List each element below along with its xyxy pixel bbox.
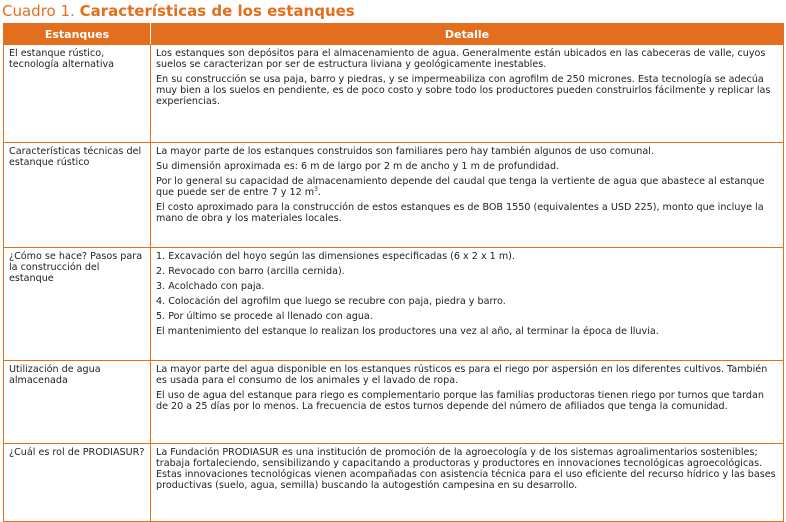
caption-title: Características de los estanques: [79, 2, 355, 20]
header-estanques: Estanques: [4, 24, 151, 45]
table-caption: [2, 2, 355, 20]
detail-paragraph: Su dimensión aproximada es: 6 m de largo por 2 m de ancho y 1 m de profundidad.: [156, 161, 560, 172]
table-row: [4, 143, 784, 248]
table-row: [4, 444, 784, 522]
row-detail: [151, 248, 784, 361]
row-label: ¿Cómo se hace? Pasos para la construcción del estanque: [4, 248, 151, 361]
row-detail: [151, 444, 784, 522]
table-row: [4, 45, 784, 143]
step-item: 2. Revocado con barro (arcilla cernida).: [156, 266, 345, 277]
header-detalle: Detalle: [151, 24, 784, 45]
table-header-row: [4, 24, 784, 45]
row-detail: [151, 45, 784, 143]
detail-text: Por lo general su capacidad de almacenamiento depende del caudal que tenga la vertiente de agua que abastece al estanque que puede ser de entre 7 y 12 m: [156, 176, 765, 198]
step-item: 5. Por último se procede al llenado con agua.: [156, 311, 373, 322]
characteristics-table: [3, 23, 784, 522]
detail-paragraph: La Fundación PRODIASUR es una institución de promoción de la agroecología y de los sistemas agroalimentarios sostenibles; trabaja fortaleciendo, sensibilizando y capacitando a productoras y productores en innovaciones tecnológicas agroecológicas. Estas innovaciones tecnológicas vienen acompañadas con asistencia técnica para el uso eficiente del recurso hídrico y las bases productivas (suelo, agua, semilla) buscando la autogestión campesina en su desarrollo.: [156, 447, 776, 491]
row-label: El estanque rústico, tecnología alternativa: [4, 45, 151, 143]
detail-paragraph: La mayor parte del agua disponible en los estanques rústicos es para el riego por aspersión en los diferentes cultivos. También es usada para el consumo de los animales y el lavado de ropa.: [156, 364, 768, 386]
unit-superscript: 3: [314, 185, 318, 193]
detail-paragraph: [156, 176, 778, 198]
table-row: [4, 248, 784, 361]
detail-paragraph: Los estanques son depósitos para el almacenamiento de agua. Generalmente están ubicados en las cabeceras de valle, cuyos suelos se caracterizan por ser de estructura liviana y geológicamente inestables.: [156, 48, 766, 70]
step-item: 4. Colocación del agrofilm que luego se recubre con paja, piedra y barro.: [156, 296, 506, 307]
detail-paragraph: En su construcción se usa paja, barro y piedras, y se impermeabiliza con agrofilm de 250 micrones. Esta tecnología se adecúa muy bien a los suelos en pendiente, es de poco costo y sobre todo los productores pueden construirlos fácilmente y replicar las experiencias.: [156, 74, 771, 107]
detail-paragraph: La mayor parte de los estanques construidos son familiares pero hay también algunos de uso comunal.: [156, 146, 654, 157]
row-label: Características técnicas del estanque rústico: [4, 143, 151, 248]
row-detail: [151, 361, 784, 444]
caption-number: Cuadro 1.: [2, 2, 75, 20]
detail-paragraph: El mantenimiento del estanque lo realizan los productores una vez al año, al terminar la época de lluvia.: [156, 326, 659, 337]
step-item: 1. Excavación del hoyo según las dimensiones especificadas (6 x 2 x 1 m).: [156, 251, 515, 262]
row-detail: [151, 143, 784, 248]
table-row: [4, 361, 784, 444]
row-label: Utilización de agua almacenada: [4, 361, 151, 444]
sentence-end: .: [317, 187, 321, 198]
detail-paragraph: El costo aproximado para la construcción de estos estanques es de BOB 1550 (equivalentes a USD 225), monto que incluye la mano de obra y los materiales locales.: [156, 202, 764, 224]
detail-paragraph: El uso de agua del estanque para riego es complementario porque las familias productoras tienen riego por turnos que tardan de 20 a 25 días por lo menos. La frecuencia de estos turnos depende del número de afiliados que tenga la comunidad.: [156, 390, 764, 412]
step-item: 3. Acolchado con paja.: [156, 281, 265, 292]
row-label: ¿Cuál es rol de PRODIASUR?: [4, 444, 151, 522]
